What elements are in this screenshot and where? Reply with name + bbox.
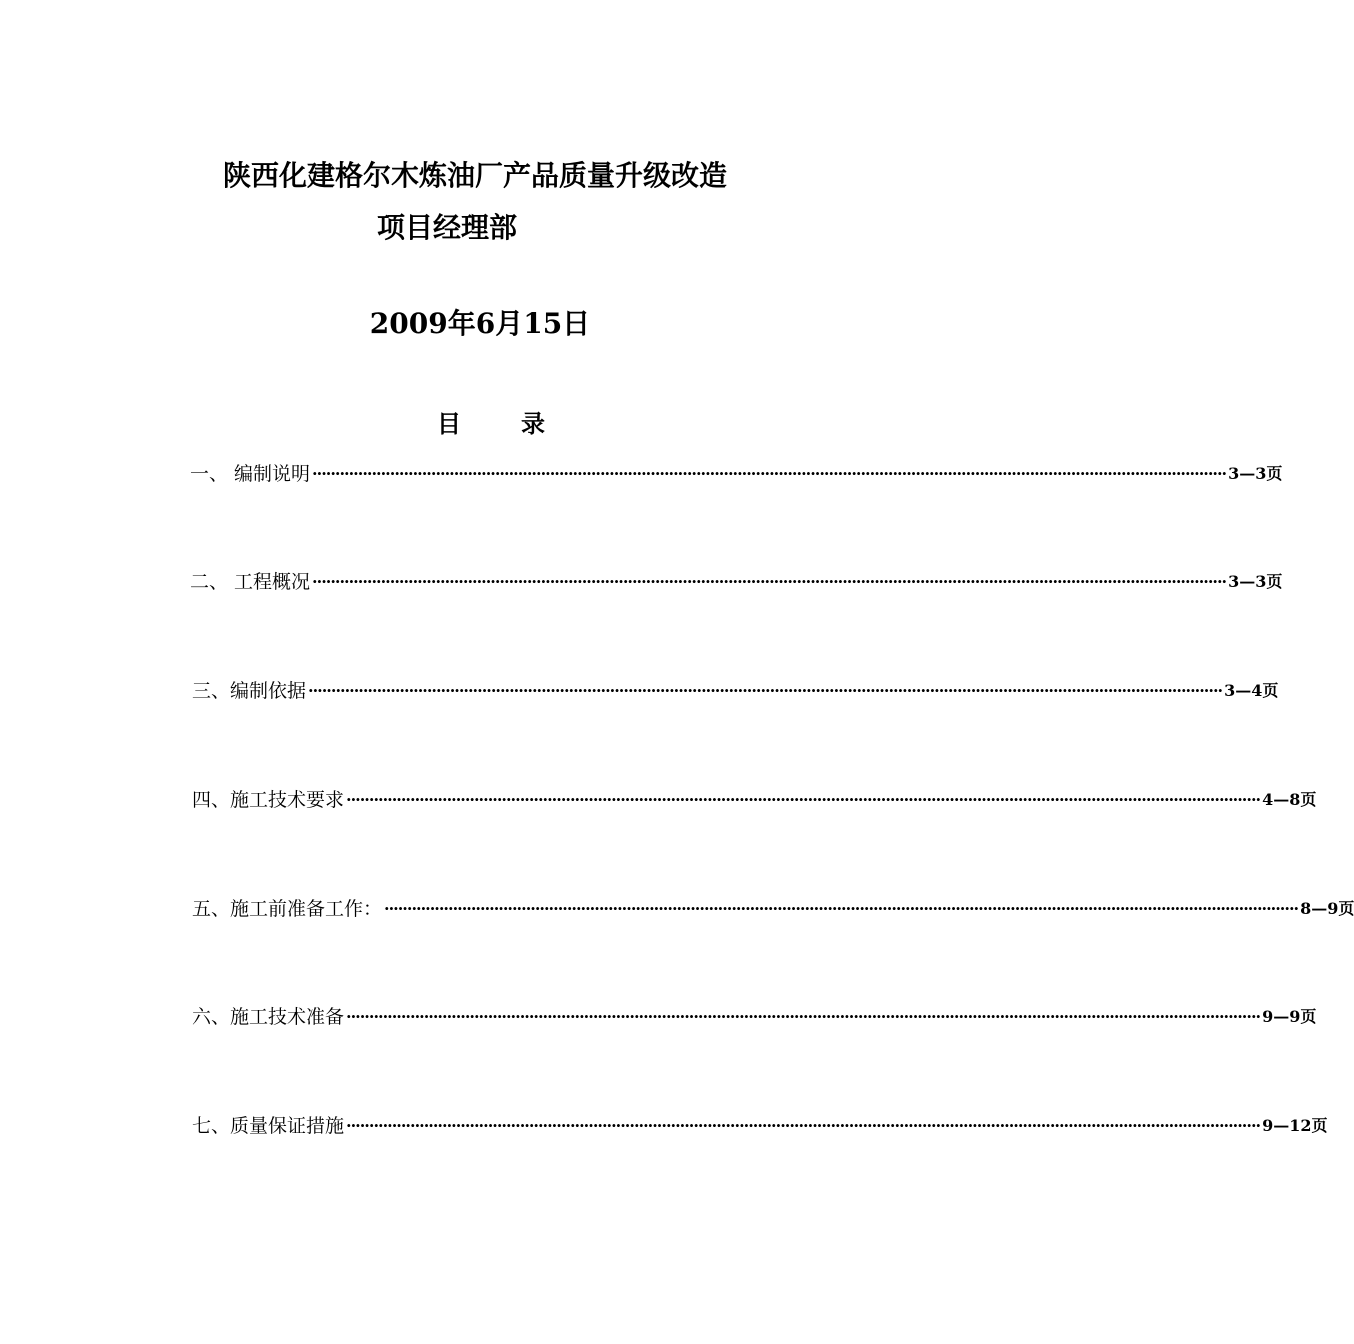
- toc-item: [192, 677, 1279, 705]
- toc-item: [192, 1112, 1328, 1140]
- toc-item-page: 9—9页: [1262, 1007, 1317, 1026]
- toc-item: [190, 568, 1283, 596]
- toc-item-label: 二、 工程概况: [190, 571, 311, 593]
- toc-item: [190, 460, 1283, 488]
- toc-leader-dots: ········································································································································································································: [346, 1007, 1261, 1026]
- toc-item-page: 9—12页: [1262, 1116, 1328, 1135]
- toc-leader-dots: ········································································································································································································: [346, 790, 1261, 809]
- toc-item-page: 4—8页: [1262, 790, 1317, 809]
- toc-leader-dots: ········································································································································································································: [312, 464, 1227, 483]
- toc-item-label: 六、施工技术准备: [192, 1006, 345, 1028]
- toc-item-page: 3—4页: [1224, 681, 1279, 700]
- toc-item-label: 四、施工技术要求: [192, 789, 345, 811]
- toc-item: [192, 786, 1317, 814]
- toc-leader-dots: ········································································································································································································: [308, 681, 1223, 700]
- toc-item-page: 3—3页: [1228, 572, 1283, 591]
- toc-heading: [16, 408, 966, 440]
- toc-item-page: 3—3页: [1228, 464, 1283, 483]
- toc-item-label: 五、施工前准备工作：: [192, 898, 383, 920]
- document-date: 2009年6月15日: [369, 307, 591, 340]
- document-subtitle: 项目经理部: [376, 211, 517, 244]
- toc-leader-dots: ········································································································································································································: [346, 1116, 1261, 1135]
- toc-item-label: 三、编制依据: [192, 680, 307, 702]
- toc-leader-dots: ········································································································································································································: [312, 572, 1227, 591]
- toc-heading-left: 目: [437, 409, 461, 438]
- toc-heading-right: 录: [521, 409, 545, 438]
- toc-leader-dots: ········································································································································································································: [384, 899, 1299, 918]
- toc-item-label: 一、 编制说明: [190, 463, 311, 485]
- toc-item: [192, 1003, 1317, 1031]
- toc-item-label: 七、质量保证措施: [192, 1115, 345, 1137]
- toc-item-page: 8—9页: [1300, 899, 1354, 918]
- document-title: 陕西化建格尔木炼油厂产品质量升级改造: [222, 159, 727, 192]
- toc-item: [192, 895, 1354, 923]
